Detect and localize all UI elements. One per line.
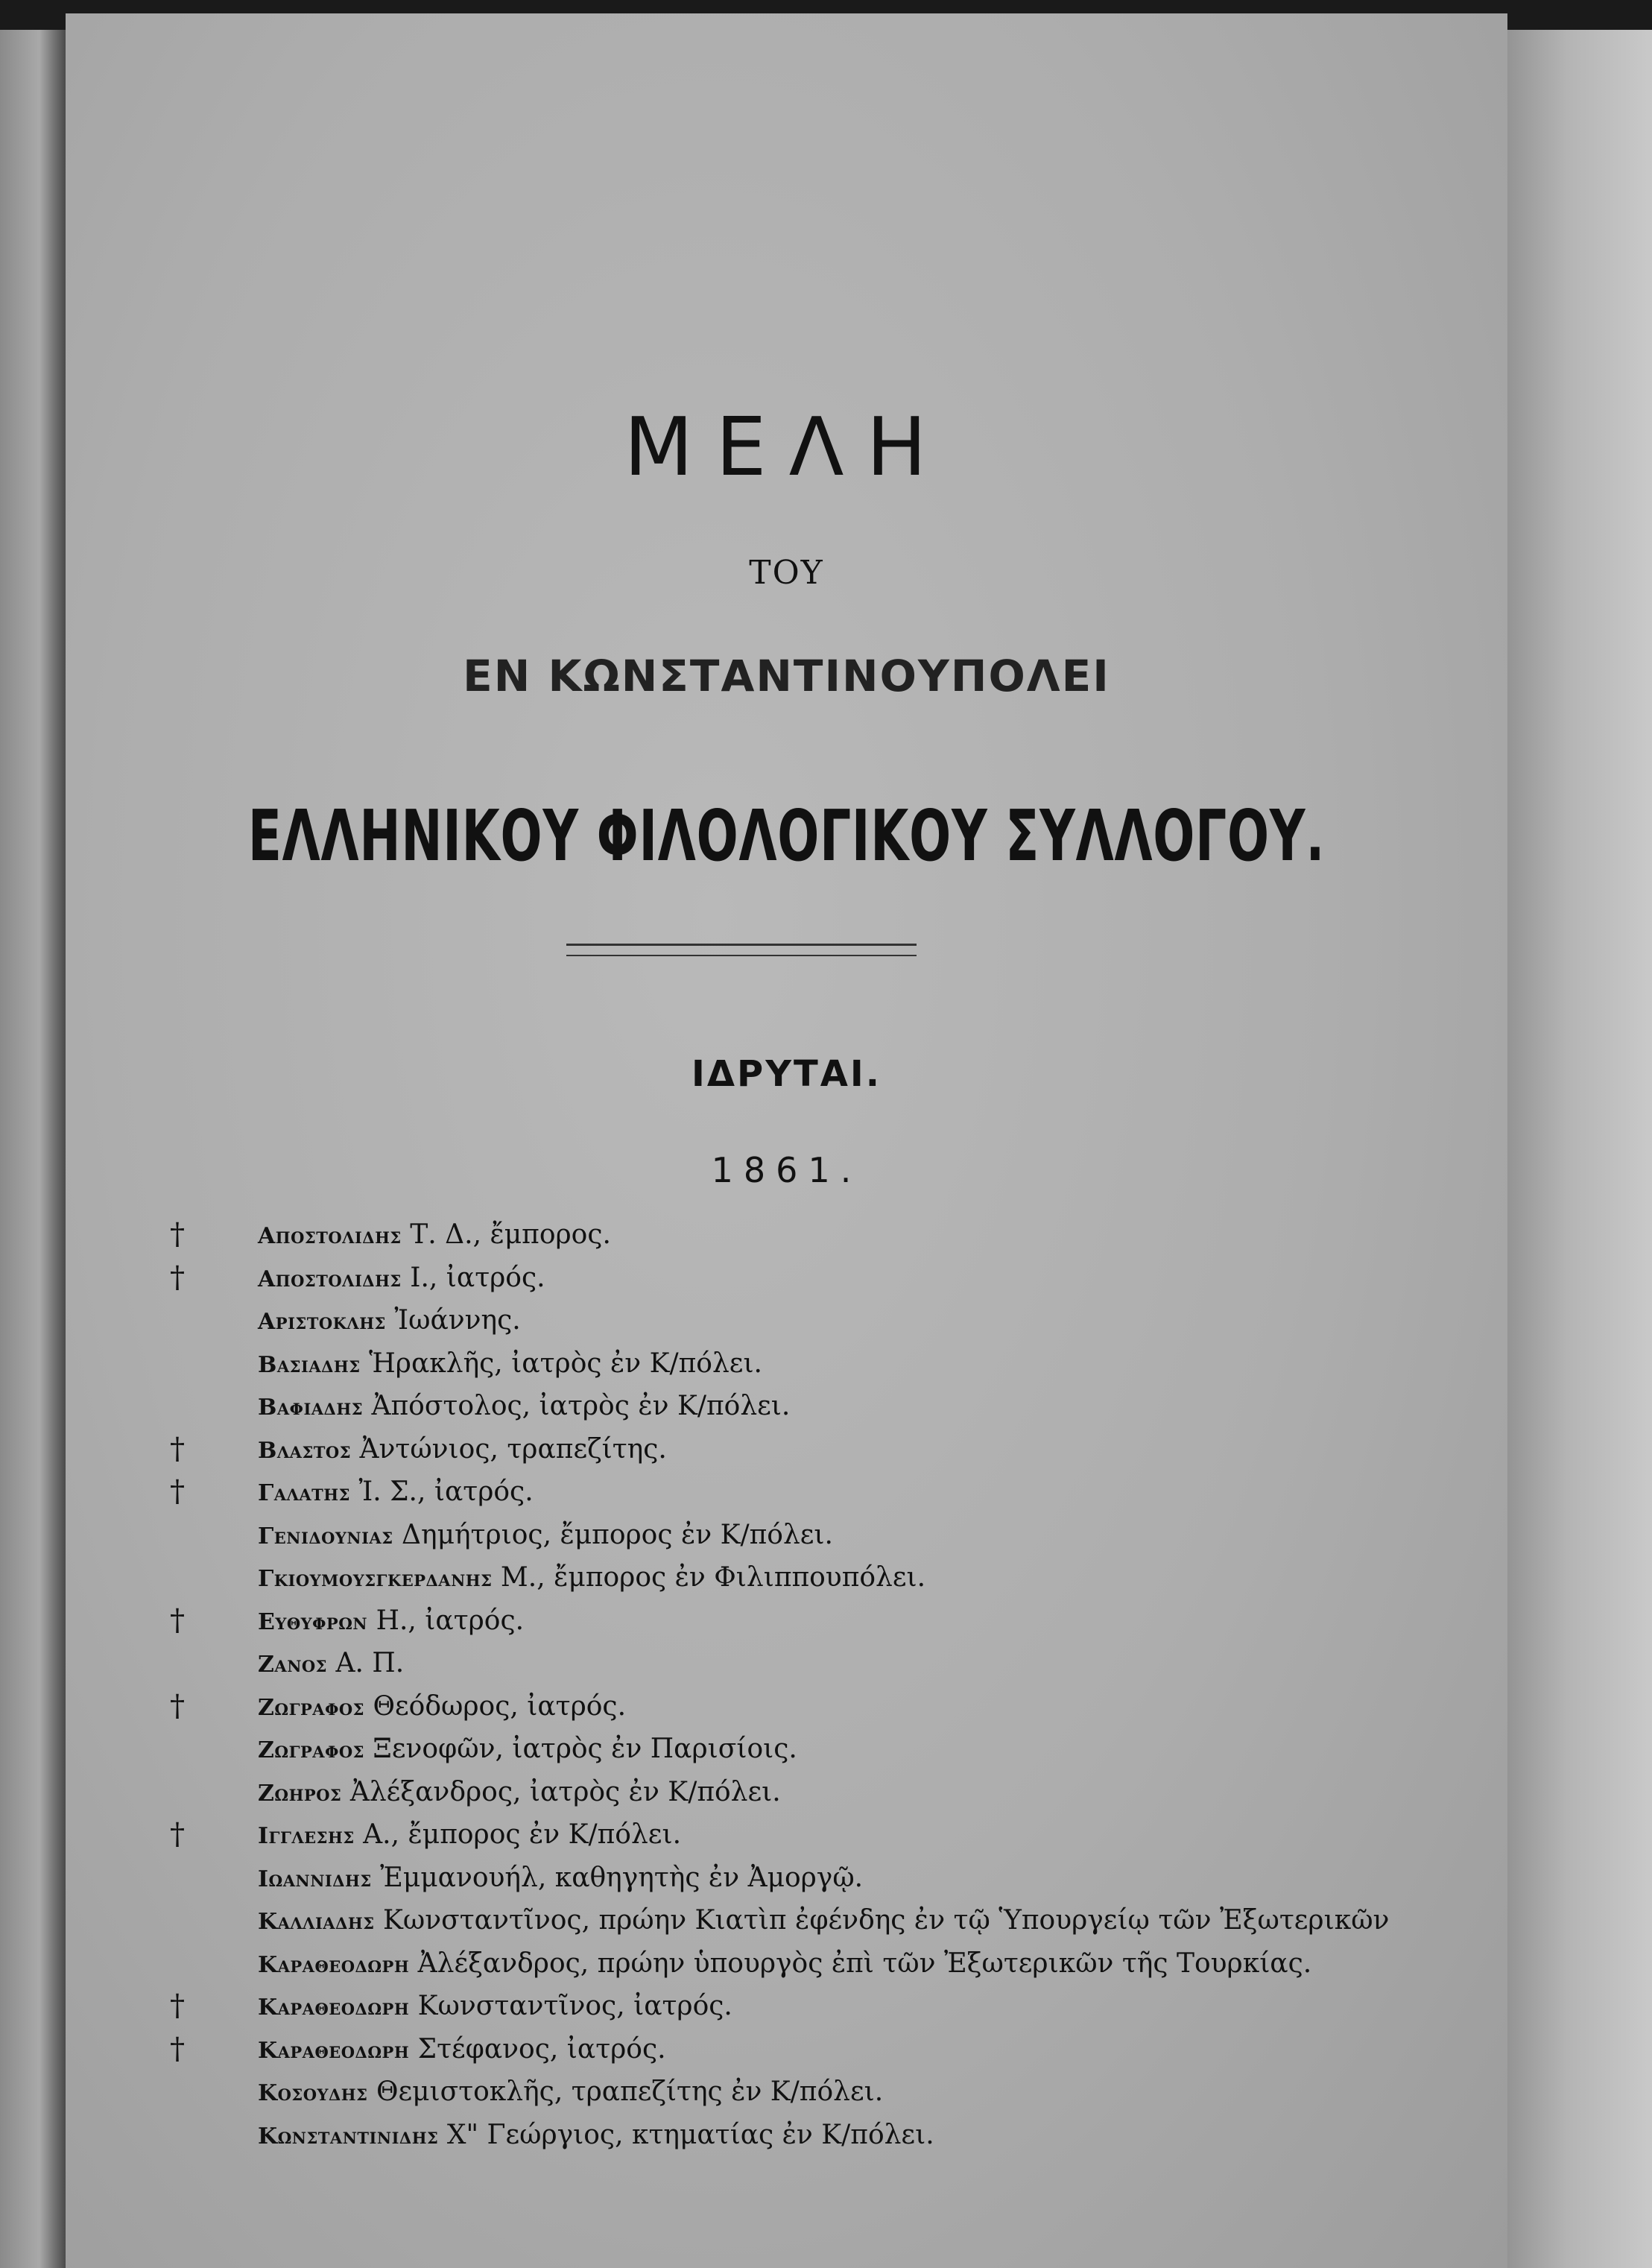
member-description: Κωνσταντῖνος, πρώην Κιατὶπ ἐφένδης ἐν τῷ Ὑπουργείῳ τῶν Ἐξωτερικῶν (383, 1905, 1390, 1936)
member-description: Ἰωάννης. (394, 1305, 521, 1336)
list-item (170, 1428, 1511, 1471)
member-description: Χ" Γεώργιος, κτηματίας ἐν Κ/πόλει. (446, 2119, 934, 2150)
section-year: 1861. (711, 1150, 862, 1190)
member-description: Ι., ἰατρός. (410, 1262, 545, 1293)
member-list (170, 1213, 1511, 2156)
member-description: Ἐμμανουήλ, καθηγητὴς ἐν Ἀμοργῷ. (380, 1862, 864, 1893)
member-description: Θεόδωρος, ἰατρός. (373, 1690, 627, 1722)
member-description: Ἀλέξανδρος, πρώην ὑπουργὸς ἐπὶ τῶν Ἐξωτερικῶν τῆς Τουρκίας. (417, 1948, 1312, 1979)
member-name: Κοσουδης (258, 2080, 368, 2106)
dagger-mark: † (170, 1989, 185, 2023)
member-name: Καλλιαδης (258, 1909, 375, 1935)
member-name: Καραθεοδωρη (258, 1951, 410, 1978)
member-description: Ἰ. Σ., ἰατρός. (358, 1476, 534, 1507)
member-name: Αριστοκλης (258, 1309, 386, 1335)
list-item (170, 1771, 1511, 1814)
member-name: Γενιδουνιας (258, 1523, 393, 1550)
member-description: Στέφανος, ἰατρός. (417, 2033, 666, 2065)
member-name: Βαφιαδης (258, 1394, 364, 1421)
dagger-mark: † (170, 1474, 185, 1509)
list-item (170, 2028, 1511, 2071)
member-name: Ιωαννιδης (258, 1866, 372, 1892)
list-item (170, 1514, 1511, 1557)
member-description: Μ., ἔμπορος ἐν Φιλιππουπόλει. (500, 1562, 926, 1593)
member-name: Ζωγραφος (258, 1737, 365, 1763)
member-description: Α., ἔμπορος ἐν Κ/πόλει. (363, 1819, 682, 1850)
list-item (170, 1642, 1511, 1685)
list-item (170, 1728, 1511, 1771)
list-item (170, 1857, 1511, 1900)
society-name: ΕΛΛΗΝΙΚΟΥ ΦΙΛΟΛΟΓΙΚΟΥ ΣΥΛΛΟΓΟΥ. (247, 796, 1326, 877)
list-item (170, 1685, 1511, 1728)
dagger-mark: † (170, 1817, 185, 1851)
page-title: ΜΕΛΗ (624, 401, 949, 494)
member-name: Βλαστος (258, 1437, 352, 1464)
member-description: Τ. Δ., ἔμπορος. (410, 1219, 611, 1250)
list-item (170, 1985, 1511, 2028)
list-item (170, 1385, 1511, 1428)
title-connector: ΤΟΥ (749, 554, 824, 592)
list-item (170, 1599, 1511, 1643)
list-item (170, 1213, 1511, 1257)
list-item (170, 1257, 1511, 1300)
member-name: Γαλατης (258, 1480, 350, 1506)
member-name: Ευθυφρων (258, 1608, 368, 1635)
facing-page-edge (0, 30, 66, 2268)
dagger-mark: † (170, 1431, 185, 1466)
member-name: Καραθεοδωρη (258, 1994, 410, 2021)
member-description: Ξενοφῶν, ἰατρὸς ἐν Παρισίοις. (373, 1734, 797, 1764)
dagger-mark: † (170, 2031, 185, 2066)
member-name: Ζωηρος (258, 1780, 342, 1807)
member-name: Γκιουμουσγκερδανης (258, 1566, 493, 1592)
member-name: Ζωγραφος (258, 1694, 365, 1721)
member-description: Ἡρακλῆς, ἰατρὸς ἐν Κ/πόλει. (369, 1348, 763, 1379)
list-item (170, 1899, 1511, 1942)
member-description: Ἀπόστολος, ἰατρὸς ἐν Κ/πόλει. (371, 1391, 791, 1421)
list-item (170, 1342, 1511, 1386)
dagger-mark: † (170, 1602, 185, 1637)
list-item (170, 2070, 1511, 2114)
page (66, 13, 1507, 2268)
section-title: ΙΔΡΥΤΑΙ. (692, 1053, 882, 1095)
dagger-mark: † (170, 1217, 185, 1251)
member-description: Α. Π. (335, 1648, 405, 1678)
list-item (170, 1813, 1511, 1857)
dagger-mark: † (170, 1260, 185, 1295)
member-name: Ζανος (258, 1652, 328, 1678)
book-fore-edge (1498, 30, 1652, 2268)
dagger-mark: † (170, 1688, 185, 1723)
member-description: Ἀλέξανδρος, ἰατρὸς ἐν Κ/πόλει. (349, 1776, 781, 1807)
member-description: Η., ἰατρός. (376, 1605, 525, 1636)
location-line: ΕΝ ΚΩΝΣΤΑΝΤΙΝΟΥΠΟΛΕΙ (463, 651, 1110, 701)
list-item (170, 1556, 1511, 1599)
member-description: Θεμιστοκλῆς, τραπεζίτης ἐν Κ/πόλει. (376, 2076, 884, 2107)
member-name: Αποστολιδης (258, 1223, 402, 1249)
member-name: Αποστολιδης (258, 1266, 402, 1292)
list-item (170, 1299, 1511, 1342)
member-description: Δημήτριος, ἔμπορος ἐν Κ/πόλει. (402, 1519, 833, 1550)
member-name: Ιγγλεσης (258, 1823, 355, 1849)
list-item (170, 2114, 1511, 2157)
double-rule (566, 944, 917, 956)
list-item (170, 1471, 1511, 1514)
member-description: Κωνσταντῖνος, ἰατρός. (417, 1991, 732, 2021)
member-name: Καραθεοδωρη (258, 2037, 410, 2064)
list-item (170, 1942, 1511, 1986)
member-name: Βασιαδης (258, 1351, 361, 1378)
member-name: Κωνσταντινιδης (258, 2123, 439, 2149)
member-description: Ἀντώνιος, τραπεζίτης. (359, 1433, 667, 1465)
